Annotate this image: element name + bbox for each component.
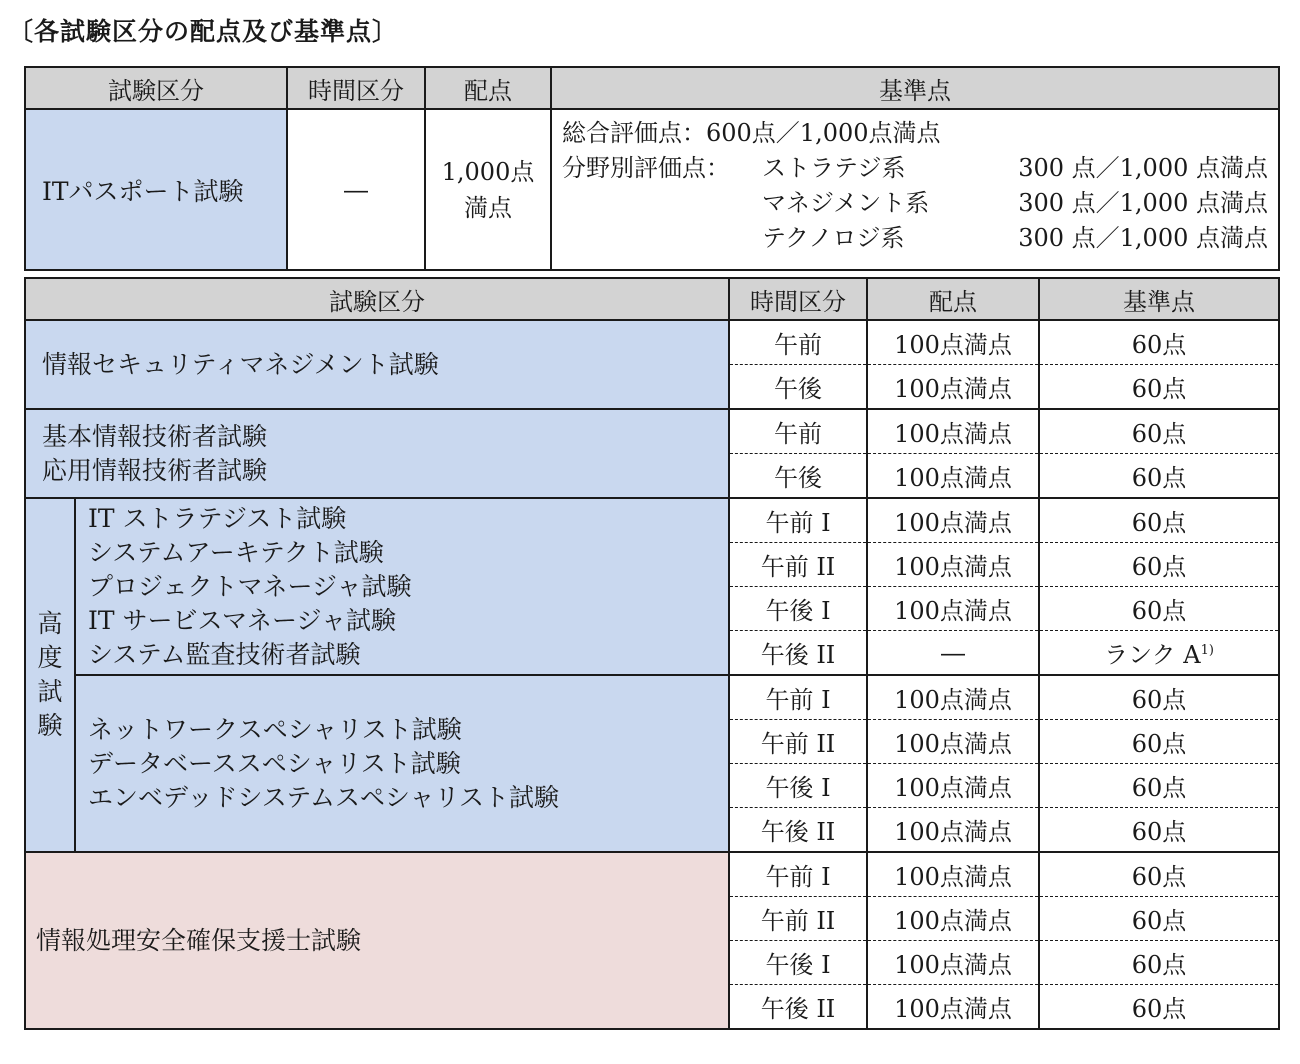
exam-itpassport: ITパスポート試験 xyxy=(25,109,287,270)
time-cell: 午後 II xyxy=(729,631,867,676)
pass-cell: 60点 xyxy=(1039,808,1279,853)
score-cell: 100点満点 xyxy=(867,985,1039,1030)
pass-cell: 60点 xyxy=(1039,941,1279,985)
score-cell: 100点満点 xyxy=(867,454,1039,499)
exam-group-advanced-a xyxy=(75,498,729,675)
pass-cell-rank xyxy=(1039,631,1279,676)
time-cell: 午後 II xyxy=(729,808,867,853)
pass-cell: 60点 xyxy=(1039,498,1279,543)
pass-cell: 60点 xyxy=(1039,587,1279,631)
field-value-management: 300 点／1,000 点満点 xyxy=(1018,189,1268,217)
field-name-technology: テクノロジ系 xyxy=(762,224,905,252)
pass-cell: 60点 xyxy=(1039,720,1279,764)
advanced-exams-label: 高 度 試 験 xyxy=(25,498,75,852)
pass-cell: 60点 xyxy=(1039,365,1279,410)
time-cell: 午後 I xyxy=(729,587,867,631)
time-cell: 午前 xyxy=(729,409,867,454)
criteria-total: 総合評価点：600点／1,000点満点 xyxy=(562,119,941,147)
pass-cell: 60点 xyxy=(1039,764,1279,808)
time-cell: 午前 I xyxy=(729,498,867,543)
itpassport-time: ― xyxy=(287,109,425,270)
score-line2: 満点 xyxy=(464,193,512,222)
header-pass-mark: 基準点 xyxy=(1039,278,1279,320)
score-cell: 100点満点 xyxy=(867,720,1039,764)
exam-name: システムアーキテクト試験 xyxy=(88,537,384,567)
field-value-strategy: 300 点／1,000 点満点 xyxy=(1018,154,1268,182)
pass-cell: 60点 xyxy=(1039,320,1279,365)
exam-name: 情報処理安全確保支援士試験 xyxy=(36,925,362,955)
time-cell: 午前 I xyxy=(729,852,867,897)
score-cell: 100点満点 xyxy=(867,808,1039,853)
time-cell: 午前 II xyxy=(729,543,867,587)
itpassport-table xyxy=(24,66,1280,271)
time-cell: 午後 II xyxy=(729,985,867,1030)
pass-cell: 60点 xyxy=(1039,897,1279,941)
exam-name: 基本情報技術者試験 xyxy=(42,421,268,451)
score-cell: 100点満点 xyxy=(867,320,1039,365)
exam-name: 情報セキュリティマネジメント試験 xyxy=(42,349,439,379)
header-exam-category: 試験区分 xyxy=(25,67,287,109)
time-cell: 午後 xyxy=(729,365,867,410)
time-cell: 午前 xyxy=(729,320,867,365)
field-name-management: マネジメント系 xyxy=(762,189,930,217)
field-name-strategy: ストラテジ系 xyxy=(762,154,906,182)
time-cell: 午後 I xyxy=(729,764,867,808)
time-cell: 午前 II xyxy=(729,897,867,941)
score-cell: 100点満点 xyxy=(867,409,1039,454)
pass-cell: 60点 xyxy=(1039,985,1279,1030)
header-exam-category: 試験区分 xyxy=(25,278,729,320)
pass-cell: 60点 xyxy=(1039,852,1279,897)
exam-group-sc xyxy=(25,852,729,1029)
footnote-mark: 1) xyxy=(1200,643,1214,658)
pass-cell: 60点 xyxy=(1039,543,1279,587)
exam-group-sg xyxy=(25,320,729,409)
score-cell: 100点満点 xyxy=(867,365,1039,410)
criteria-fields xyxy=(562,151,1268,256)
pass-cell: 60点 xyxy=(1039,454,1279,499)
exam-score-table xyxy=(24,277,1280,1030)
rank-text: ランク A xyxy=(1104,641,1201,669)
field-value-technology: 300 点／1,000 点満点 xyxy=(1018,224,1268,252)
time-cell: 午後 I xyxy=(729,941,867,985)
page-heading: 〔各試験区分の配点及び基準点〕 xyxy=(8,17,399,46)
score-cell: 100点満点 xyxy=(867,941,1039,985)
score-line1: 1,000点 xyxy=(441,157,535,186)
itpassport-score xyxy=(425,109,551,270)
exam-name: ネットワークスペシャリスト試験 xyxy=(88,714,462,744)
score-cell: 100点満点 xyxy=(867,675,1039,720)
score-cell: ― xyxy=(867,631,1039,676)
exam-name: IT ストラテジスト試験 xyxy=(88,503,347,533)
header-time-category: 時間区分 xyxy=(287,67,425,109)
header-score: 配点 xyxy=(425,67,551,109)
exam-name: システム監査技術者試験 xyxy=(88,639,361,669)
pass-cell: 60点 xyxy=(1039,675,1279,720)
exam-name: IT サービスマネージャ試験 xyxy=(88,605,396,635)
header-pass-mark: 基準点 xyxy=(551,67,1279,109)
score-cell: 100点満点 xyxy=(867,897,1039,941)
header-time-category: 時間区分 xyxy=(729,278,867,320)
time-cell: 午後 xyxy=(729,454,867,499)
pass-cell: 60点 xyxy=(1039,409,1279,454)
score-cell: 100点満点 xyxy=(867,764,1039,808)
header-score: 配点 xyxy=(867,278,1039,320)
exam-name: プロジェクトマネージャ試験 xyxy=(88,571,412,601)
score-cell: 100点満点 xyxy=(867,852,1039,897)
score-cell: 100点満点 xyxy=(867,587,1039,631)
exam-name: エンベデッドシステムスペシャリスト試験 xyxy=(88,782,560,812)
score-cell: 100点満点 xyxy=(867,543,1039,587)
time-cell: 午前 I xyxy=(729,675,867,720)
exam-name: 応用情報技術者試験 xyxy=(42,455,268,485)
exam-group-advanced-b xyxy=(75,675,729,852)
score-cell: 100点満点 xyxy=(867,498,1039,543)
itpassport-criteria xyxy=(551,109,1279,270)
exam-name: データベーススペシャリスト試験 xyxy=(88,748,461,778)
exam-group-fe-ap xyxy=(25,409,729,498)
criteria-field-label: 分野別評価点： xyxy=(562,154,730,182)
time-cell: 午前 II xyxy=(729,720,867,764)
